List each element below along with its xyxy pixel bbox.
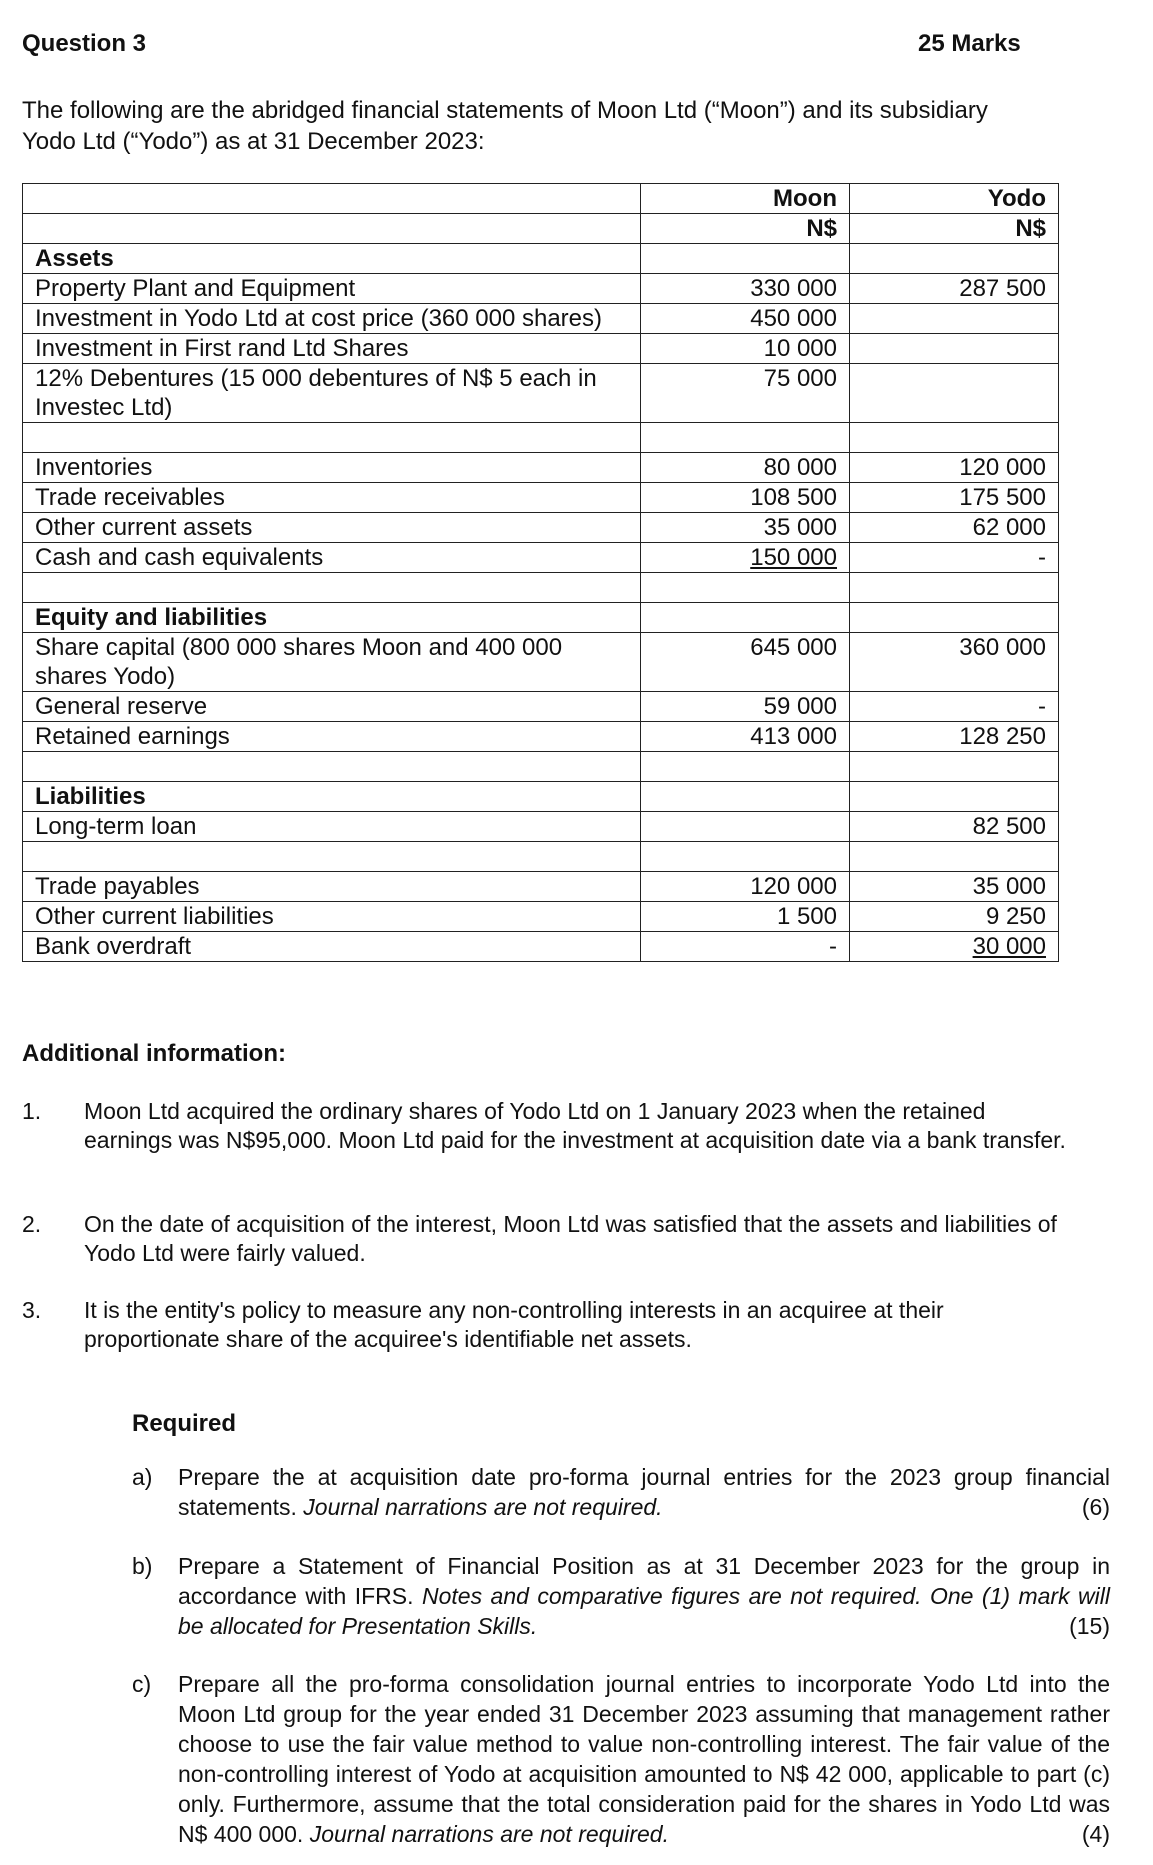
yodo-value xyxy=(850,304,1059,334)
yodo-value xyxy=(850,244,1059,274)
yodo-value xyxy=(850,782,1059,812)
moon-value: 1 500 xyxy=(641,902,850,932)
table-row xyxy=(23,692,1059,722)
moon-value xyxy=(641,573,850,603)
moon-value: - xyxy=(641,932,850,962)
yodo-value xyxy=(850,423,1059,453)
question-title: Question 3 xyxy=(22,30,147,57)
moon-value: 10 000 xyxy=(641,334,850,364)
requirement-letter: c) xyxy=(132,1671,152,1697)
moon-value: 120 000 xyxy=(641,872,850,902)
requirement-note: Notes and comparative figures are not required. One (1) mark will be allocated for Presentation Skills. xyxy=(178,1583,1110,1639)
table-row xyxy=(23,274,1059,304)
row-label xyxy=(23,842,641,872)
moon-value xyxy=(641,423,850,453)
moon-value: 645 000 xyxy=(641,633,850,692)
moon-value: 59 000 xyxy=(641,692,850,722)
table-row xyxy=(23,304,1059,334)
item-number: 1. xyxy=(22,1098,42,1124)
yodo-value: 82 500 xyxy=(850,812,1059,842)
row-label: Inventories xyxy=(23,453,641,483)
moon-value: 75 000 xyxy=(641,364,850,423)
requirement-letter: b) xyxy=(132,1553,153,1579)
row-label: Liabilities xyxy=(23,782,641,812)
requirement-a xyxy=(132,1462,1110,1524)
moon-value xyxy=(641,244,850,274)
requirement-text: Prepare the at acquisition date pro-forma journal entries for the 2023 group financial statements. xyxy=(178,1464,1110,1520)
moon-value: 330 000 xyxy=(641,274,850,304)
table-row xyxy=(23,722,1059,752)
moon-value: 80 000 xyxy=(641,453,850,483)
table-currency-row xyxy=(23,214,1059,244)
requirement-marks: (4) xyxy=(1081,1821,1110,1847)
intro-paragraph: The following are the abridged financial statements of Moon Ltd (“Moon”) and its subsidiary Yodo Ltd (“Yodo”) as at 31 December 2023: xyxy=(22,97,988,155)
requirement-c xyxy=(132,1669,1110,1851)
row-label: General reserve xyxy=(23,692,641,722)
yodo-value xyxy=(850,752,1059,782)
financial-statements-table xyxy=(22,183,1059,962)
additional-item-3 xyxy=(22,1296,1052,1356)
item-text: Moon Ltd acquired the ordinary shares of Yodo Ltd on 1 January 2023 when the retained earnings was N$95,000. Moon Ltd paid for the investment at acquisition date via a bank transfer. xyxy=(84,1098,1066,1153)
yodo-value: 287 500 xyxy=(850,274,1059,304)
row-label: Equity and liabilities xyxy=(23,603,641,633)
additional-item-1 xyxy=(22,1097,1066,1157)
row-label: Retained earnings xyxy=(23,722,641,752)
required-title: Required xyxy=(132,1410,237,1437)
table-spacer-row xyxy=(23,423,1059,453)
requirement-note: Journal narrations are not required. xyxy=(303,1494,663,1520)
yodo-value: 62 000 xyxy=(850,513,1059,543)
table-row xyxy=(23,603,1059,633)
yodo-value: 120 000 xyxy=(850,453,1059,483)
yodo-value: - xyxy=(850,692,1059,722)
yodo-value: 30 000 xyxy=(850,932,1059,962)
currency-yodo: N$ xyxy=(850,214,1059,244)
table-row xyxy=(23,633,1059,692)
table-row xyxy=(23,483,1059,513)
additional-item-2 xyxy=(22,1210,1057,1270)
moon-value: 450 000 xyxy=(641,304,850,334)
row-label xyxy=(23,423,641,453)
table-row xyxy=(23,364,1059,423)
requirement-text: Prepare a Statement of Financial Position as at 31 December 2023 for the group in accordance with IFRS. xyxy=(178,1553,1110,1609)
row-label: Investment in First rand Ltd Shares xyxy=(23,334,641,364)
item-number: 2. xyxy=(22,1211,42,1237)
row-label: Investment in Yodo Ltd at cost price (360 000 shares) xyxy=(23,304,641,334)
table-row xyxy=(23,782,1059,812)
yodo-value xyxy=(850,842,1059,872)
requirement-text: Prepare all the pro-forma consolidation journal entries to incorporate Yodo Ltd into the Moon Ltd group for the year ended 31 December 2023 assuming that management rather choose to use the fair value method to value non-controlling interest. The fair value of the non-controlling interest of Yodo at acquisition amounted to N$ 42 000, applicable to part (c) only. Furthermore, assume that the total consideration paid for the shares in Yodo Ltd was N$ 400 000. xyxy=(178,1671,1110,1847)
yodo-value: - xyxy=(850,543,1059,573)
row-label: Property Plant and Equipment xyxy=(23,274,641,304)
requirement-marks: (15) xyxy=(1069,1613,1110,1639)
requirement-b xyxy=(132,1551,1110,1643)
row-label: Other current liabilities xyxy=(23,902,641,932)
table-row xyxy=(23,244,1059,274)
requirement-letter: a) xyxy=(132,1464,153,1490)
table-row xyxy=(23,932,1059,962)
header-yodo: Yodo xyxy=(850,184,1059,214)
yodo-value: 35 000 xyxy=(850,872,1059,902)
row-label: Cash and cash equivalents xyxy=(23,543,641,573)
moon-value xyxy=(641,842,850,872)
requirement-note: Journal narrations are not required. xyxy=(309,1821,669,1847)
yodo-value xyxy=(850,573,1059,603)
currency-moon: N$ xyxy=(641,214,850,244)
table-row xyxy=(23,872,1059,902)
table-row xyxy=(23,543,1059,573)
yodo-value: 9 250 xyxy=(850,902,1059,932)
yodo-value: 128 250 xyxy=(850,722,1059,752)
item-text: On the date of acquisition of the interest, Moon Ltd was satisfied that the assets and liabilities of Yodo Ltd were fairly valued. xyxy=(84,1211,1057,1266)
table-row xyxy=(23,513,1059,543)
table-row xyxy=(23,812,1059,842)
item-text: It is the entity's policy to measure any non-controlling interests in an acquiree at their proportionate share of the acquiree's identifiable net assets. xyxy=(84,1297,944,1352)
row-label xyxy=(23,752,641,782)
row-label: Long-term loan xyxy=(23,812,641,842)
row-label: Bank overdraft xyxy=(23,932,641,962)
additional-info-title: Additional information: xyxy=(22,1040,286,1067)
row-label: Other current assets xyxy=(23,513,641,543)
moon-value: 413 000 xyxy=(641,722,850,752)
moon-value: 150 000 xyxy=(641,543,850,573)
table-header-row xyxy=(23,184,1059,214)
table-row xyxy=(23,902,1059,932)
yodo-value xyxy=(850,334,1059,364)
item-number: 3. xyxy=(22,1297,42,1323)
row-label: Trade payables xyxy=(23,872,641,902)
table-row xyxy=(23,453,1059,483)
moon-value xyxy=(641,603,850,633)
moon-value: 35 000 xyxy=(641,513,850,543)
table-spacer-row xyxy=(23,752,1059,782)
row-label: Trade receivables xyxy=(23,483,641,513)
total-marks: 25 Marks xyxy=(918,30,1021,57)
moon-value xyxy=(641,782,850,812)
yodo-value: 360 000 xyxy=(850,633,1059,692)
table-row xyxy=(23,334,1059,364)
table-spacer-row xyxy=(23,842,1059,872)
moon-value xyxy=(641,752,850,782)
row-label: Share capital (800 000 shares Moon and 400 000 shares Yodo) xyxy=(23,633,641,692)
row-label: 12% Debentures (15 000 debentures of N$ 5 each in Investec Ltd) xyxy=(23,364,641,423)
moon-value: 108 500 xyxy=(641,483,850,513)
requirement-marks: (6) xyxy=(1081,1494,1110,1520)
row-label xyxy=(23,573,641,603)
yodo-value xyxy=(850,603,1059,633)
header-moon: Moon xyxy=(641,184,850,214)
yodo-value xyxy=(850,364,1059,423)
yodo-value: 175 500 xyxy=(850,483,1059,513)
row-label: Assets xyxy=(23,244,641,274)
table-spacer-row xyxy=(23,573,1059,603)
moon-value xyxy=(641,812,850,842)
